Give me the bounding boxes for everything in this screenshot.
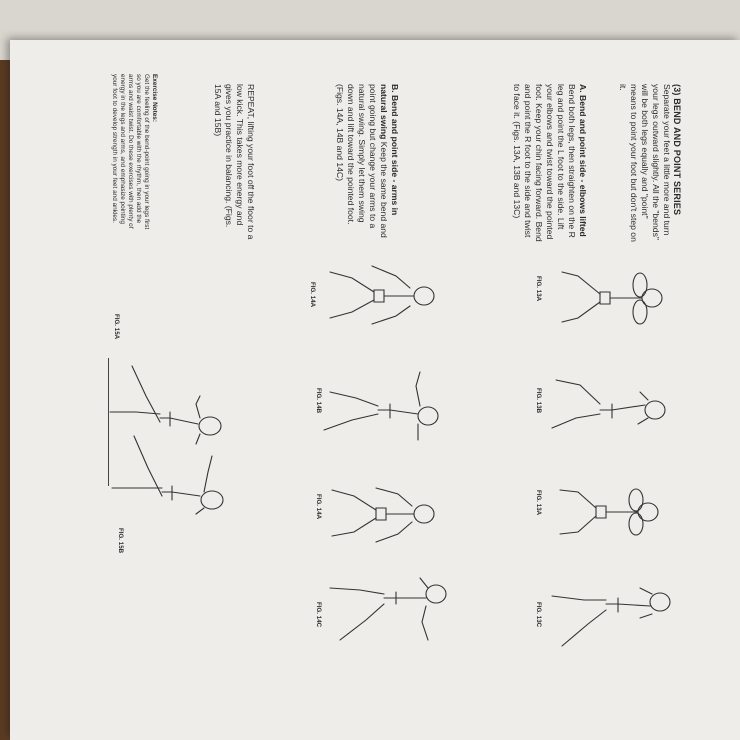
fig-13a-top-label: FIG. 13A <box>535 276 542 302</box>
fig-13a-drawing <box>560 489 658 535</box>
fig-14a-top-label: FIG. 14A <box>309 282 316 308</box>
fig-13a-label: FIG. 13A <box>535 490 542 516</box>
repeat-text: REPEAT, lifting your foot off the floor to a low kick. This takes more energy and gives you practice in balancing. (Figs. 15A and 15B) <box>213 84 256 240</box>
fig-15a-label: FIG. 15A <box>113 314 120 340</box>
fig-14c-drawing <box>330 578 446 640</box>
section-title: (3) BEND AND POINT SERIES <box>672 84 682 216</box>
fig-14c-label: FIG. 14C <box>315 602 322 628</box>
exercise-notes-text: Get the feeling of the bend-point going in your legs first so you are comfortable with the rhythm, then add the arms and waist twist. Do these exercises with plenty of energy in the legs and arms, and emphasize pointing your foot to develop strength in your feet and ankles. <box>111 74 150 230</box>
fig-15b-drawing <box>112 436 223 514</box>
fig-14a-top-drawing <box>330 266 434 324</box>
fig-15b-label: FIG. 15B <box>117 528 124 554</box>
part-a-heading: A. Bend and point side - elbows lifted <box>578 84 588 237</box>
part-b-heading: B. Bend and point side - arms in natural swing <box>379 84 400 216</box>
part-a-text: Bend both legs, then straighten on the R leg and point the L foot to the side. Lift your elbows and twist toward the pointed foot. Keep your chin facing forward. Bend and point the R foot to the side and twist to face it. (Figs. 13A, 13B and 13C) <box>512 84 577 242</box>
section-intro: Separate your feet a little more and turn your legs outward slightly. All the "bends" will be both legs equally and "point" means to point your foot but don't step on it. <box>618 84 672 242</box>
fig-14b-label: FIG. 14B <box>315 388 322 414</box>
fig-13c-drawing <box>552 588 670 646</box>
floor-line <box>108 358 109 486</box>
fig-13b-label: FIG. 13B <box>535 388 542 414</box>
fig-14b-drawing <box>324 372 438 440</box>
fig-14a-label: FIG. 14A <box>315 494 322 520</box>
exercise-notes-heading: Exercise Notes: <box>151 74 158 122</box>
fig-13a-top-drawing <box>562 272 662 324</box>
part-b-text: Keep the same bend and point going but change your arms to a natural swing. Simply let them swing down and lift toward the pointed foot. (Figs. 14A, 14B and 14C) <box>335 84 389 238</box>
fig-14a-drawing <box>332 488 434 542</box>
fig-15a-drawing <box>110 366 221 444</box>
fig-13c-label: FIG. 13C <box>535 602 542 628</box>
fig-13b-drawing <box>552 380 665 428</box>
